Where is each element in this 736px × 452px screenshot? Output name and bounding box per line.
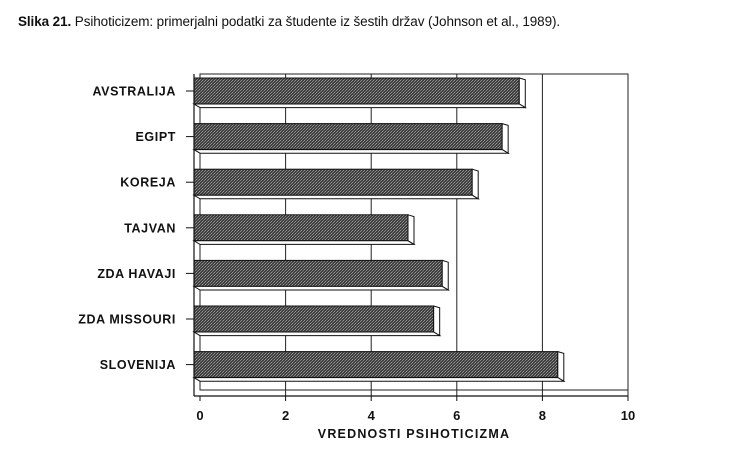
bar-side <box>442 260 448 290</box>
bar-bottom <box>194 286 448 290</box>
category-label: ZDA HAVAJI <box>97 266 176 281</box>
figure-caption-text: Psihoticizem: primerjalni podatki za študente iz šestih držav (Johnson et al., 1989). <box>74 14 561 29</box>
bar <box>194 260 442 286</box>
figure-caption-label: Slika 21. <box>18 14 72 29</box>
category-label: ZDA MISSOURI <box>78 312 176 327</box>
bar <box>194 169 472 195</box>
bar-bottom <box>194 195 478 199</box>
x-tick-label: 8 <box>538 408 547 423</box>
bar <box>194 306 434 332</box>
x-tick-label: 4 <box>367 408 375 423</box>
bar-group-7 <box>194 352 564 382</box>
bar-bottom <box>194 241 414 245</box>
bar-group-2 <box>194 124 508 154</box>
category-label: EGIPT <box>135 130 176 145</box>
bar-bottom <box>194 104 525 108</box>
bar-group-1 <box>194 78 525 108</box>
category-label: SLOVENIJA <box>99 358 176 373</box>
bar-side <box>502 124 508 154</box>
category-label: AVSTRALIJA <box>92 84 176 99</box>
bar-side <box>472 169 478 199</box>
bar-group-4 <box>194 215 414 245</box>
category-label: TAJVAN <box>124 221 176 236</box>
bar <box>194 352 558 378</box>
x-tick-label: 2 <box>281 408 290 423</box>
bar-side <box>519 78 525 108</box>
bar <box>194 215 408 241</box>
x-tick-label: 0 <box>196 408 204 423</box>
bar-group-3 <box>194 169 478 199</box>
bar-bottom <box>194 378 564 382</box>
bar-side <box>408 215 414 245</box>
bar-group-5 <box>194 260 448 290</box>
x-tick-label: 10 <box>620 408 636 423</box>
bar <box>194 78 519 104</box>
bar-layer <box>194 78 564 381</box>
x-axis-title: VREDNOSTI PSIHOTICIZMA <box>317 427 511 441</box>
bar-bottom <box>194 332 440 336</box>
bar-side <box>558 352 564 382</box>
bar-side <box>434 306 440 336</box>
bar-group-6 <box>194 306 440 336</box>
bar-bottom <box>194 150 508 154</box>
bar <box>194 124 502 150</box>
x-tick-label: 6 <box>453 408 461 423</box>
category-label: KOREJA <box>120 175 176 190</box>
